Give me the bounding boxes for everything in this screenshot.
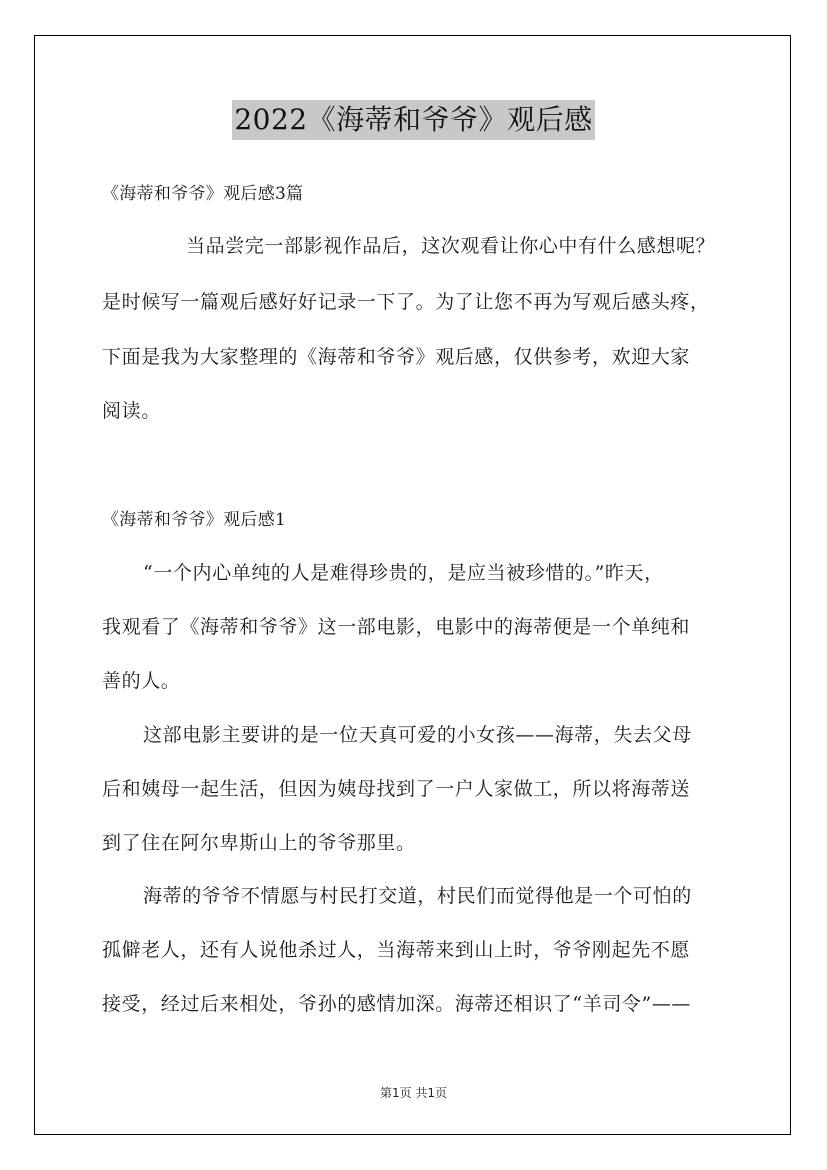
document-title: 2022《海蒂和爷爷》观后感 <box>232 100 594 140</box>
para1-line-2: 我观看了《海蒂和爷爷》这一部电影，电影中的海蒂便是一个单纯和 <box>102 616 691 638</box>
para3-line-1: 海蒂的爷爷不情愿与村民打交道，村民们而觉得他是一个可怕的 <box>143 885 692 907</box>
intro-line-1: 当品尝完一部影视作品后，这次观看让你心中有什么感想呢？ <box>186 235 716 257</box>
intro-line-3: 下面是我为大家整理的《海蒂和爷爷》观后感，仅供参考，欢迎大家 <box>102 346 691 368</box>
para3-line-3: 接受，经过后来相处，爷孙的感情加深。海蒂还相识了“羊司令”—— <box>102 993 692 1015</box>
subtitle: 《海蒂和爷爷》观后感3篇 <box>102 184 304 204</box>
title-container <box>0 100 827 140</box>
para3-line-2: 孤僻老人，还有人说他杀过人，当海蒂来到山上时，爷爷刚起先不愿 <box>102 939 691 961</box>
para2-line-3: 到了住在阿尔卑斯山上的爷爷那里。 <box>102 832 416 854</box>
intro-line-2: 是时候写一篇观后感好好记录一下了。为了让您不再为写观后感头疼， <box>102 291 710 313</box>
para1-line-1: “一个内心单纯的人是难得珍贵的，是应当被珍惜的。”昨天， <box>143 562 664 584</box>
para2-line-1: 这部电影主要讲的是一位天真可爱的小女孩——海蒂，失去父母 <box>143 724 692 746</box>
section-1-heading: 《海蒂和爷爷》观后感1 <box>102 510 287 530</box>
para2-line-2: 后和姨母一起生活，但因为姨母找到了一户人家做工，所以将海蒂送 <box>102 778 691 800</box>
page-footer: 第1页 共1页 <box>379 1086 448 1100</box>
para1-line-3: 善的人。 <box>102 670 181 692</box>
intro-line-4: 阅读。 <box>102 400 161 422</box>
